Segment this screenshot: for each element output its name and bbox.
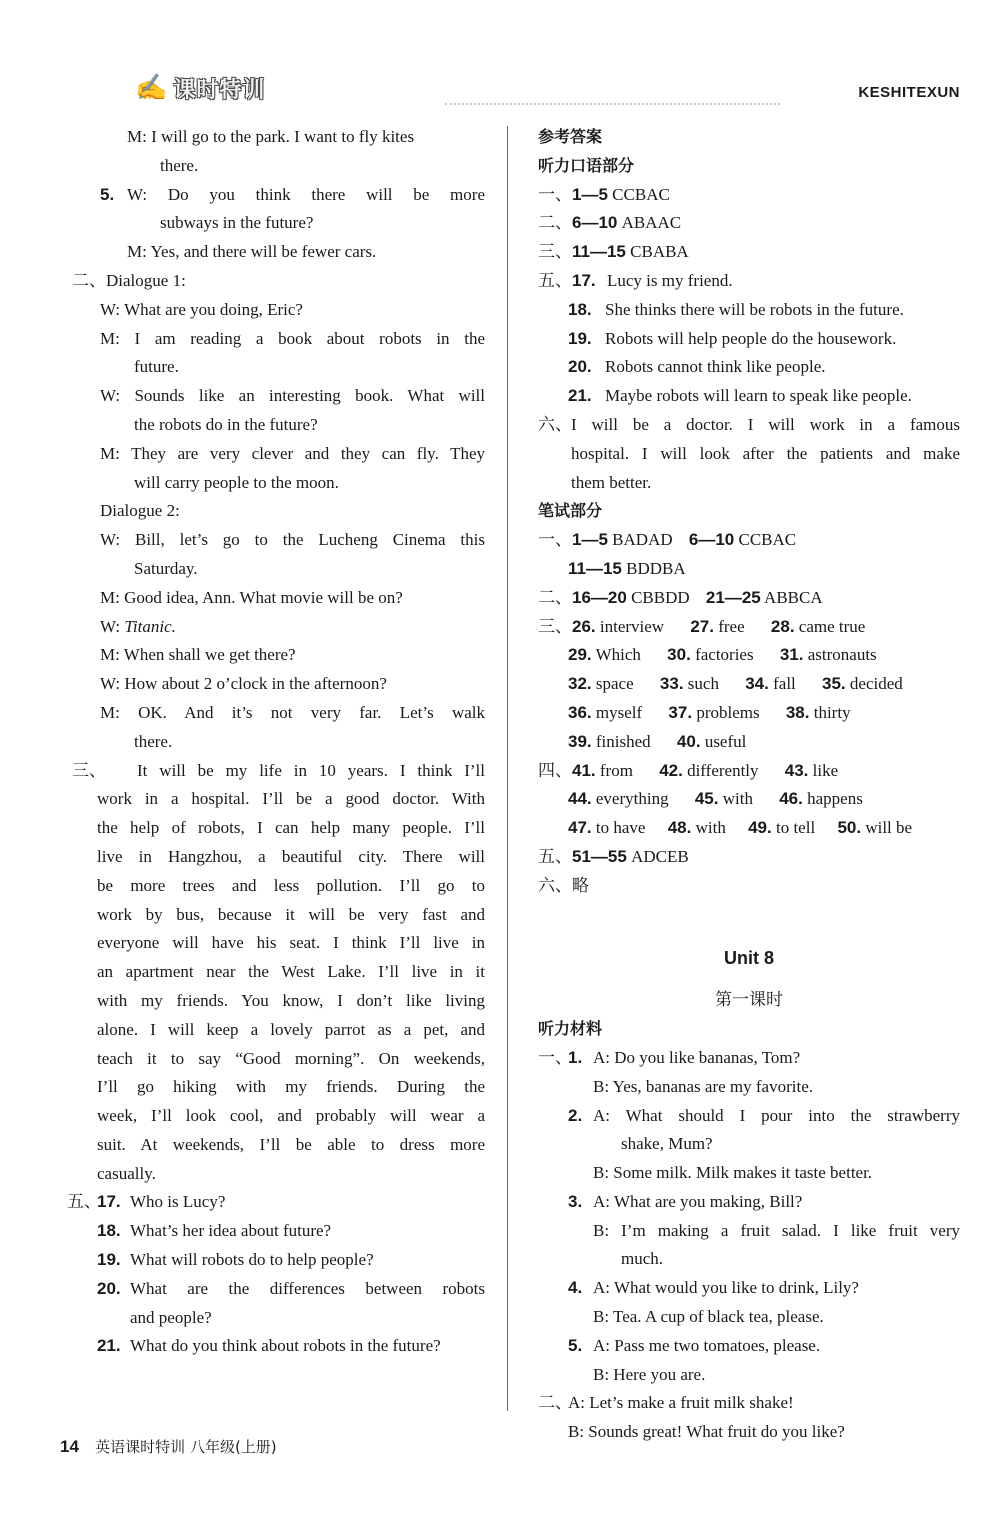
answer-line: 44. everything 45. with 46. happens [568, 789, 863, 809]
answer-line: 三、11—15 CBABA [538, 242, 689, 262]
answer-line: 18. She thinks there will be robots in the future. [568, 299, 904, 319]
answer-line: 五、 17. Lucy is my friend. [538, 270, 733, 290]
transcript-line: 2. A: What should I pour into the strawberry [568, 1105, 960, 1125]
transcript-line: B: Yes, bananas are my favorite. [593, 1076, 814, 1096]
transcript-line: B: I’m making a fruit salad. I like fruit very [593, 1220, 960, 1240]
page-header [0, 0, 1000, 118]
transcript-line: B: Here you are. [593, 1364, 706, 1384]
text-line: everyone will have his seat. I think I’ll live in [97, 933, 485, 953]
text-line: future. [134, 357, 179, 377]
transcript-line: 3. A: What are you making, Bill? [568, 1191, 803, 1211]
answer-line: 一、1—5 CCBAC [538, 184, 670, 204]
text-line: there. [134, 731, 173, 751]
text-line: subways in the future? [160, 213, 314, 233]
answer-line: 32. space 33. such 34. fall 35. decided [568, 674, 903, 694]
answer-line: hospital. I will look after the patients and make [571, 443, 960, 463]
section-heading: 听力口语部分 [538, 155, 635, 175]
text-line: week, I’ll look cool, and probably will wear a [97, 1106, 485, 1126]
text-line: I’ll go hiking with my friends. During the [97, 1077, 485, 1097]
text-line: and people? [130, 1307, 212, 1327]
answer-line: 六、略 [538, 875, 589, 895]
spacer [538, 901, 960, 944]
section-heading: 二、Dialogue 1: [72, 270, 186, 290]
transcript-line: 4. A: What would you like to drink, Lily? [568, 1278, 859, 1298]
text-line: 20. What are the differences between robots [97, 1278, 485, 1298]
text-line: work in a hospital. I’ll be a good doctor. With [97, 789, 485, 809]
transcript-line: much. [621, 1249, 664, 1269]
answer-line: them better. [571, 472, 652, 492]
text-line: with my friends. You know, I don’t like living [97, 990, 485, 1010]
series-logo [135, 70, 265, 106]
logo-text: 课时特训 [173, 77, 266, 103]
text-line: Saturday. [134, 558, 198, 578]
text-line: there. [160, 155, 199, 175]
text-line: 18. What’s her idea about future? [97, 1221, 332, 1241]
text-line: an apartment near the West Lake. I’ll live in it [97, 962, 485, 982]
answer-line: 六、 I will be a doctor. I will work in a famous [538, 414, 960, 434]
brand-name: KESHITEXUN [858, 84, 960, 101]
lesson-title: 第一课时 [715, 990, 783, 1010]
transcript-line: B: Tea. A cup of black tea, please. [593, 1307, 824, 1327]
header-dotted-rule [445, 103, 780, 105]
text-line: will carry people to the moon. [134, 472, 339, 492]
text-line: W: What are you doing, Eric? [100, 299, 303, 319]
text-line: teach it to say “Good morning”. On weekends, [97, 1048, 485, 1068]
answer-line: 19. Robots will help people do the housework. [568, 328, 897, 348]
text-line: M: When shall we get there? [100, 645, 296, 665]
column-divider [507, 126, 508, 1411]
answer-line: 39. finished 40. useful [568, 731, 747, 751]
answer-line: 47. to have 48. with 49. to tell 50. will be [568, 818, 913, 838]
text-line: the robots do in the future? [134, 414, 318, 434]
text-line: Dialogue 2: [100, 501, 180, 521]
text-line: suit. At weekends, I’ll be able to dress more [97, 1134, 485, 1154]
answer-line: 一、1—5 BADAD 6—10 CCBAC [538, 530, 797, 550]
answers-heading: 参考答案 [538, 127, 603, 146]
text-line: the help of robots, I can help many people. I’ll [97, 818, 485, 838]
left-column [60, 123, 485, 1361]
answer-line: 五、51—55 ADCEB [538, 846, 689, 866]
text-line: W: Titanic. [100, 616, 176, 636]
answer-line: 四、41. from 42. differently 43. like [538, 760, 839, 780]
transcript-line: 一、 1. A: Do you like bananas, Tom? [538, 1047, 801, 1067]
transcript-line: 二、 A: Let’s make a fruit milk shake! [538, 1393, 794, 1413]
answer-line: 21. Maybe robots will learn to speak like people. [568, 386, 912, 406]
transcript-line: B: Some milk. Milk makes it taste better. [593, 1163, 873, 1183]
transcript-line: B: Sounds great! What fruit do you like? [568, 1422, 845, 1442]
text-line: M: Good idea, Ann. What movie will be on? [100, 587, 403, 607]
text-line: casually. [97, 1163, 156, 1183]
book-title: 英语课时特训 八年级(上册) [95, 1438, 277, 1456]
answer-line: 36. myself 37. problems 38. thirty [568, 702, 851, 722]
text-line: M: I am reading a book about robots in the [100, 328, 485, 348]
text-line: 5. W: Do you think there will be more [100, 184, 485, 204]
text-line: live in Hangzhou, a beautiful city. There will [97, 846, 485, 866]
text-line: work by bus, because it will be very fast and [97, 904, 485, 924]
text-line: W: Sounds like an interesting book. What will [100, 386, 485, 406]
text-line: M: Yes, and there will be fewer cars. [127, 242, 377, 262]
text-line: 19. What will robots do to help people? [97, 1250, 374, 1270]
text-line: W: How about 2 o’clock in the afternoon? [100, 674, 387, 694]
text-line: be more trees and less pollution. I’ll go to [97, 875, 485, 895]
section-heading: 听力材料 [538, 1019, 603, 1039]
answer-line: 11—15 BDDBA [568, 558, 686, 578]
section-heading: 笔试部分 [538, 501, 603, 521]
text-line: alone. I will keep a lovely parrot as a pet, and [97, 1019, 485, 1039]
pen-icon: ✍ [135, 73, 168, 102]
text-line: 五、 17. Who is Lucy? [67, 1192, 226, 1212]
answer-line: 20. Robots cannot think like people. [568, 357, 826, 377]
text-line: M: I will go to the park. I want to fly kites [127, 127, 415, 146]
answer-line: 三、26. interview 27. free 28. came true [538, 616, 866, 636]
answer-line: 二、16—20 CBBDD 21—25 ABBCA [538, 587, 823, 607]
text-line: M: OK. And it’s not very far. Let’s walk [100, 702, 485, 722]
text-line: 三、 It will be my life in 10 years. I think I’ll [72, 760, 485, 780]
answer-line: 29. Which 30. factories 31. astronauts [568, 645, 877, 665]
transcript-line: shake, Mum? [621, 1134, 713, 1154]
transcript-line: 5. A: Pass me two tomatoes, please. [568, 1335, 821, 1355]
unit-title: Unit 8 [723, 947, 774, 968]
page-number: 14 [60, 1437, 79, 1456]
text-line: M: They are very clever and they can fly. They [100, 443, 485, 463]
answer-line: 二、6—10 ABAAC [538, 213, 682, 233]
text-line: 21. What do you think about robots in the future? [97, 1336, 441, 1356]
spacer [538, 972, 960, 986]
right-column [538, 123, 960, 1447]
page-footer [60, 1436, 277, 1457]
text-line: W: Bill, let’s go to the Lucheng Cinema this [100, 530, 485, 550]
